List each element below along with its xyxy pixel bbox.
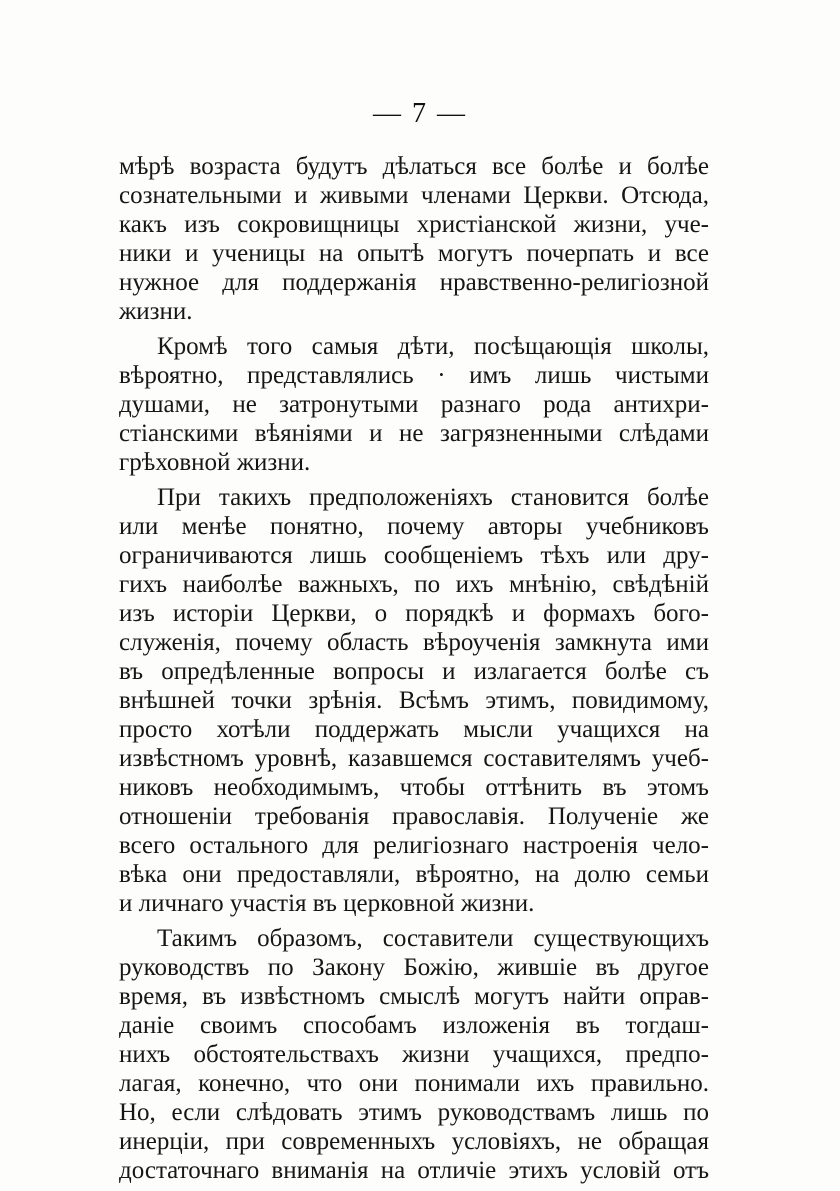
- text-line: жизни.: [119, 298, 193, 325]
- text-line: Такимъ образомъ, составители существующихъ: [157, 925, 709, 952]
- text-line: просто хотѣли поддержать мысли учащихся на: [119, 716, 709, 743]
- text-line: достаточнаго вниманiя на отличiе этихъ условiй отъ: [119, 1157, 709, 1184]
- paragraph: [119, 152, 709, 326]
- text-line: ограничиваются лишь сообщенiемъ тѣхъ или дру-: [119, 542, 709, 569]
- text-line: стiанскими вѣянiями и не загрязненными слѣдами: [119, 420, 709, 447]
- text-line: служенiя, почему область вѣроученiя замкнута ими: [119, 629, 709, 656]
- text-line: нужное для поддержанiя нравственно-религiозной: [119, 269, 709, 296]
- text-line: При такихъ предположенiяхъ становится болѣе: [157, 484, 709, 511]
- text-line: извѣстномъ уровнѣ, казавшемся составителямъ учеб-: [119, 745, 709, 772]
- text-line: Кромѣ того самыя дѣти, посѣщающiя школы,: [157, 333, 709, 360]
- text-line: и личнаго участiя въ церковной жизни.: [119, 890, 535, 917]
- text-line: данiе своимъ способамъ изложенiя въ тогдаш-: [119, 1012, 709, 1039]
- text-line: гихъ наиболѣе важныхъ, по ихъ мнѣнiю, свѣдѣнiй: [119, 571, 709, 598]
- text-line: никовъ необходимымъ, чтобы оттѣнить въ этомъ: [119, 774, 709, 801]
- paragraph: [119, 332, 709, 477]
- text-line: лагая, конечно, что они понимали ихъ правильно.: [119, 1070, 709, 1097]
- paragraph: [119, 483, 709, 918]
- text-line: время, въ извѣстномъ смыслѣ могутъ найти оправ-: [119, 983, 709, 1010]
- text-line: изъ исторiи Церкви, о порядкѣ и формахъ бого-: [119, 600, 709, 627]
- text-line: въ опредѣленные вопросы и излагается болѣе съ: [119, 658, 709, 685]
- text-line: грѣховной жизни.: [119, 449, 311, 476]
- text-line: руководствъ по Закону Божiю, жившiе въ другое: [119, 954, 709, 981]
- text-line: сознательными и живыми членами Церкви. Отсюда,: [119, 182, 709, 209]
- text-line: какъ изъ сокровищницы христiанской жизни, уче-: [119, 211, 709, 238]
- page-number: — 7 —: [373, 98, 467, 129]
- text-line: нихъ обстоятельствахъ жизни учащихся, предпо-: [119, 1041, 709, 1068]
- text-line: или менѣе понятно, почему авторы учебниковъ: [119, 513, 709, 540]
- paragraph: [119, 924, 709, 1185]
- text-line: ники и ученицы на опытѣ могутъ почерпать и все: [119, 240, 709, 267]
- text-line: душами, не затронутыми разнаго рода антихри-: [119, 391, 709, 418]
- text-line: отношенiи требованiя православiя. Полученiе же: [119, 803, 709, 830]
- text-line: инерцiи, при современныхъ условiяхъ, не обращая: [119, 1128, 709, 1155]
- text-line: вѣроятно, представлялись · имъ лишь чистыми: [119, 362, 709, 389]
- body-text: [119, 152, 709, 1191]
- text-line: мѣрѣ возраста будутъ дѣлаться все болѣе и болѣе: [119, 153, 709, 180]
- text-line: всего остального для религiознаго настроенiя чело-: [119, 832, 709, 859]
- text-line: Но, если слѣдовать этимъ руководствамъ лишь по: [119, 1099, 709, 1126]
- text-line: внѣшней точки зрѣнiя. Всѣмъ этимъ, повидимому,: [119, 687, 709, 714]
- text-line: вѣка они предоставляли, вѣроятно, на долю семьи: [119, 861, 709, 888]
